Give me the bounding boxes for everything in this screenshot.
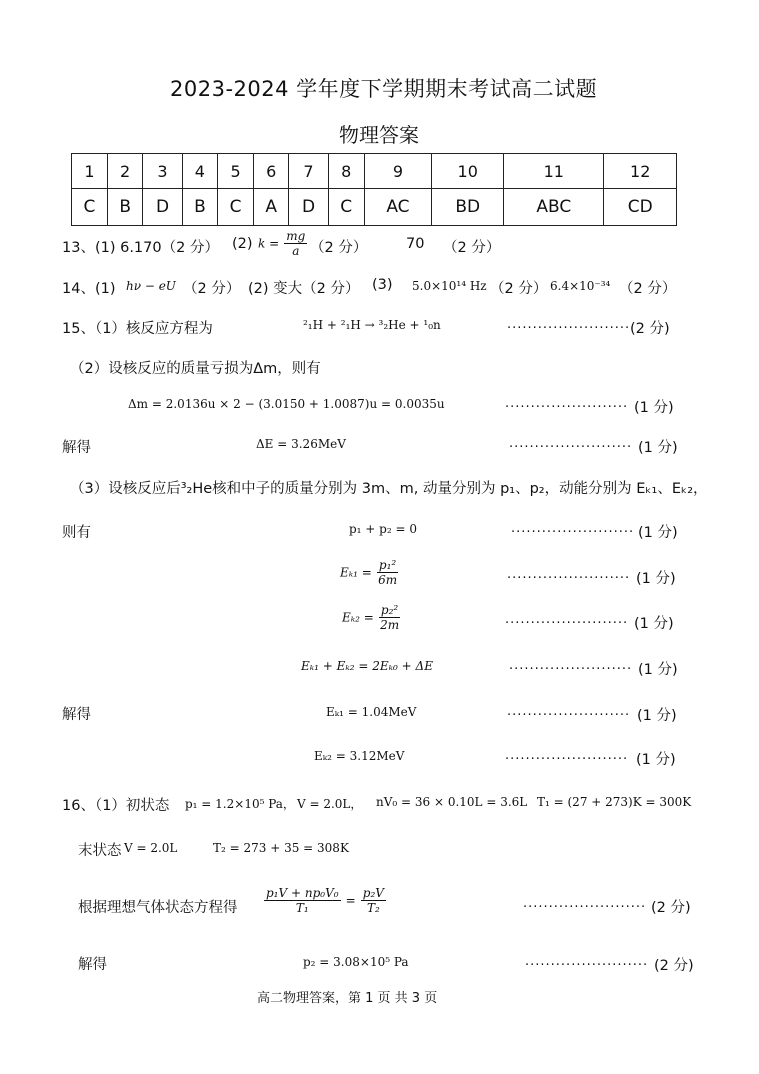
q16-law-score: (2 分) [651,900,691,916]
q16-law-den-right: T₂ [366,901,380,915]
q16-law-den-left: T₁ [295,901,309,915]
q15-then-label: 则有 [62,525,91,541]
q15-ek2-result: Eₖ₂ = 3.12MeV [314,749,405,763]
q13-score3: （2 分） [443,240,501,256]
question-number-cell: 8 [328,154,364,189]
dot-leader: ........................ [511,521,635,536]
q14-score1: （2 分） [183,281,241,297]
dot-leader: ........................ [507,317,631,332]
q15-p1-score: (2 分) [630,321,670,337]
answer-cell: D [289,189,328,226]
answer-cell: D [143,189,182,226]
q16-initial-volume: V = 2.0L， [297,797,363,811]
answer-cell: B [107,189,142,226]
q15-ek2-result-score: (1 分) [636,752,676,768]
q15-ek1-lhs: Eₖ₁ = [340,565,372,580]
dot-leader: ........................ [523,896,647,911]
answer-cell: C [218,189,254,226]
dot-leader: ........................ [509,658,633,673]
q15-ek2-num: p₂² [380,603,399,617]
dot-leader: ........................ [509,436,633,451]
q15-ek1-den: 6m [378,573,398,587]
q14-frequency: 5.0×10¹⁴ Hz [412,279,487,293]
dot-leader: ........................ [505,612,629,627]
q13-part1: 13、(1) 6.170（2 分） [62,240,219,256]
question-number-cell: 12 [604,154,677,189]
q14-score4: （2 分） [619,281,677,297]
question-number-cell: 10 [432,154,504,189]
answer-cell: C [72,189,108,226]
q14-expr1: hν − eU [126,279,176,293]
q15-ek1-score: (1 分) [636,571,676,587]
page-subtitle: 物理答案 [339,123,419,147]
answer-cell: B [182,189,217,226]
q15-ek1-result-score: (1 分) [637,708,677,724]
q16-final-volume: V = 2.0L [124,841,178,855]
q13-k-lhs: k = [258,236,280,251]
question-number-cell: 4 [182,154,217,189]
q14-planck: 6.4×10⁻³⁴ [550,279,611,293]
answer-cell: CD [604,189,677,226]
answer-cell: BD [432,189,504,226]
q15-mass-defect-equation: Δm = 2.0136u × 2 − (3.0150 + 1.0087)u = 0.0035u [128,397,445,411]
q15-energy-score: (1 分) [638,662,678,678]
q16-law-equals: = [345,893,356,908]
q15-ek2-den: 2m [380,618,400,632]
question-number-cell: 9 [364,154,432,189]
q13-k-num: mg [286,229,306,243]
answer-table-number-row [72,154,677,189]
question-number-cell: 1 [72,154,108,189]
q16-solution-label: 解得 [78,957,107,973]
dot-leader: ........................ [505,396,629,411]
q15-solution-score: (1 分) [638,440,678,456]
dot-leader: ........................ [507,704,631,719]
q16-final-label: 末状态 [78,843,122,859]
q16-initial-pressure: p₁ = 1.2×10⁵ Pa， [185,797,295,811]
q15-reaction-equation: ²₁H + ²₁H → ³₂He + ¹₀n [303,318,441,332]
answer-cell: A [254,189,289,226]
q15-ek2-score: (1 分) [634,616,674,632]
q15-p2-label: （2）设核反应的质量亏损为Δm，则有 [70,361,321,377]
q16-pressure-result: p₂ = 3.08×10⁵ Pa [303,955,409,969]
dot-leader: ........................ [505,748,629,763]
question-number-cell: 2 [107,154,142,189]
answer-table-answer-row [72,189,677,226]
q16-solution-score: (2 分) [654,958,694,974]
q16-gas-law-equation [264,886,386,915]
q13-part2-label: (2) [232,236,253,252]
q15-p2-score: (1 分) [634,400,674,416]
q13-k-den: a [292,244,300,258]
q14-part2: (2) 变大（2 分） [248,281,360,297]
q15-p3-label: （3）设核反应后³₂He核和中子的质量分别为 3m、m, 动量分别为 p₁、p₂，动能分别为 Eₖ₁、Eₖ₂， [70,481,708,497]
question-number-cell: 3 [143,154,182,189]
q15-ek2-formula [342,603,400,632]
page-title: 2023-2024 学年度下学期期末考试高二试题 [170,77,598,101]
dot-leader: ........................ [507,567,631,582]
answer-table [71,153,677,226]
q15-momentum-equation: p₁ + p₂ = 0 [349,522,417,536]
q14-part1-label: 14、(1) [62,281,116,297]
q16-initial-added-volume: nV₀ = 36 × 0.10L = 3.6L [376,795,528,809]
q15-ek1-formula [340,558,398,587]
dot-leader: ........................ [525,954,649,969]
q14-score3: （2 分） [490,281,548,297]
q16-final-temperature: T₂ = 273 + 35 = 308K [213,841,349,855]
q15-energy-equation: Eₖ₁ + Eₖ₂ = 2Eₖ₀ + ΔE [301,659,433,673]
page-footer: 高二物理答案，第 1 页 共 3 页 [257,991,438,1006]
q14-part3-label: (3) [372,277,393,293]
answer-cell: ABC [504,189,604,226]
q16-law-num-right: p₂V [362,886,384,900]
q15-ek2-lhs: Eₖ₂ = [342,610,374,625]
q15-ek1-num: p₁² [378,558,397,572]
question-number-cell: 7 [289,154,328,189]
q13-k-formula [258,229,307,258]
q16-law-num-left: p₁V + np₀V₀ [266,886,339,900]
q15-solution-label: 解得 [62,440,91,456]
q16-law-label: 根据理想气体状态方程得 [78,900,238,916]
question-number-cell: 11 [504,154,604,189]
q15-ek1-result: Eₖ₁ = 1.04MeV [326,705,417,719]
q15-energy-result: ΔE = 3.26MeV [256,437,346,451]
q13-part3: 70 [406,236,425,252]
q13-score2: （2 分） [310,240,368,256]
question-number-cell: 6 [254,154,289,189]
q15-momentum-score: (1 分) [638,525,678,541]
q16-initial-temperature: T₁ = (27 + 273)K = 300K [537,795,692,809]
answer-cell: C [328,189,364,226]
q15-solution2-label: 解得 [62,707,91,723]
question-number-cell: 5 [218,154,254,189]
answer-cell: AC [364,189,432,226]
q16-initial-label: 16、（1）初状态 [62,798,170,814]
q15-p1-label: 15、（1）核反应方程为 [62,321,213,337]
